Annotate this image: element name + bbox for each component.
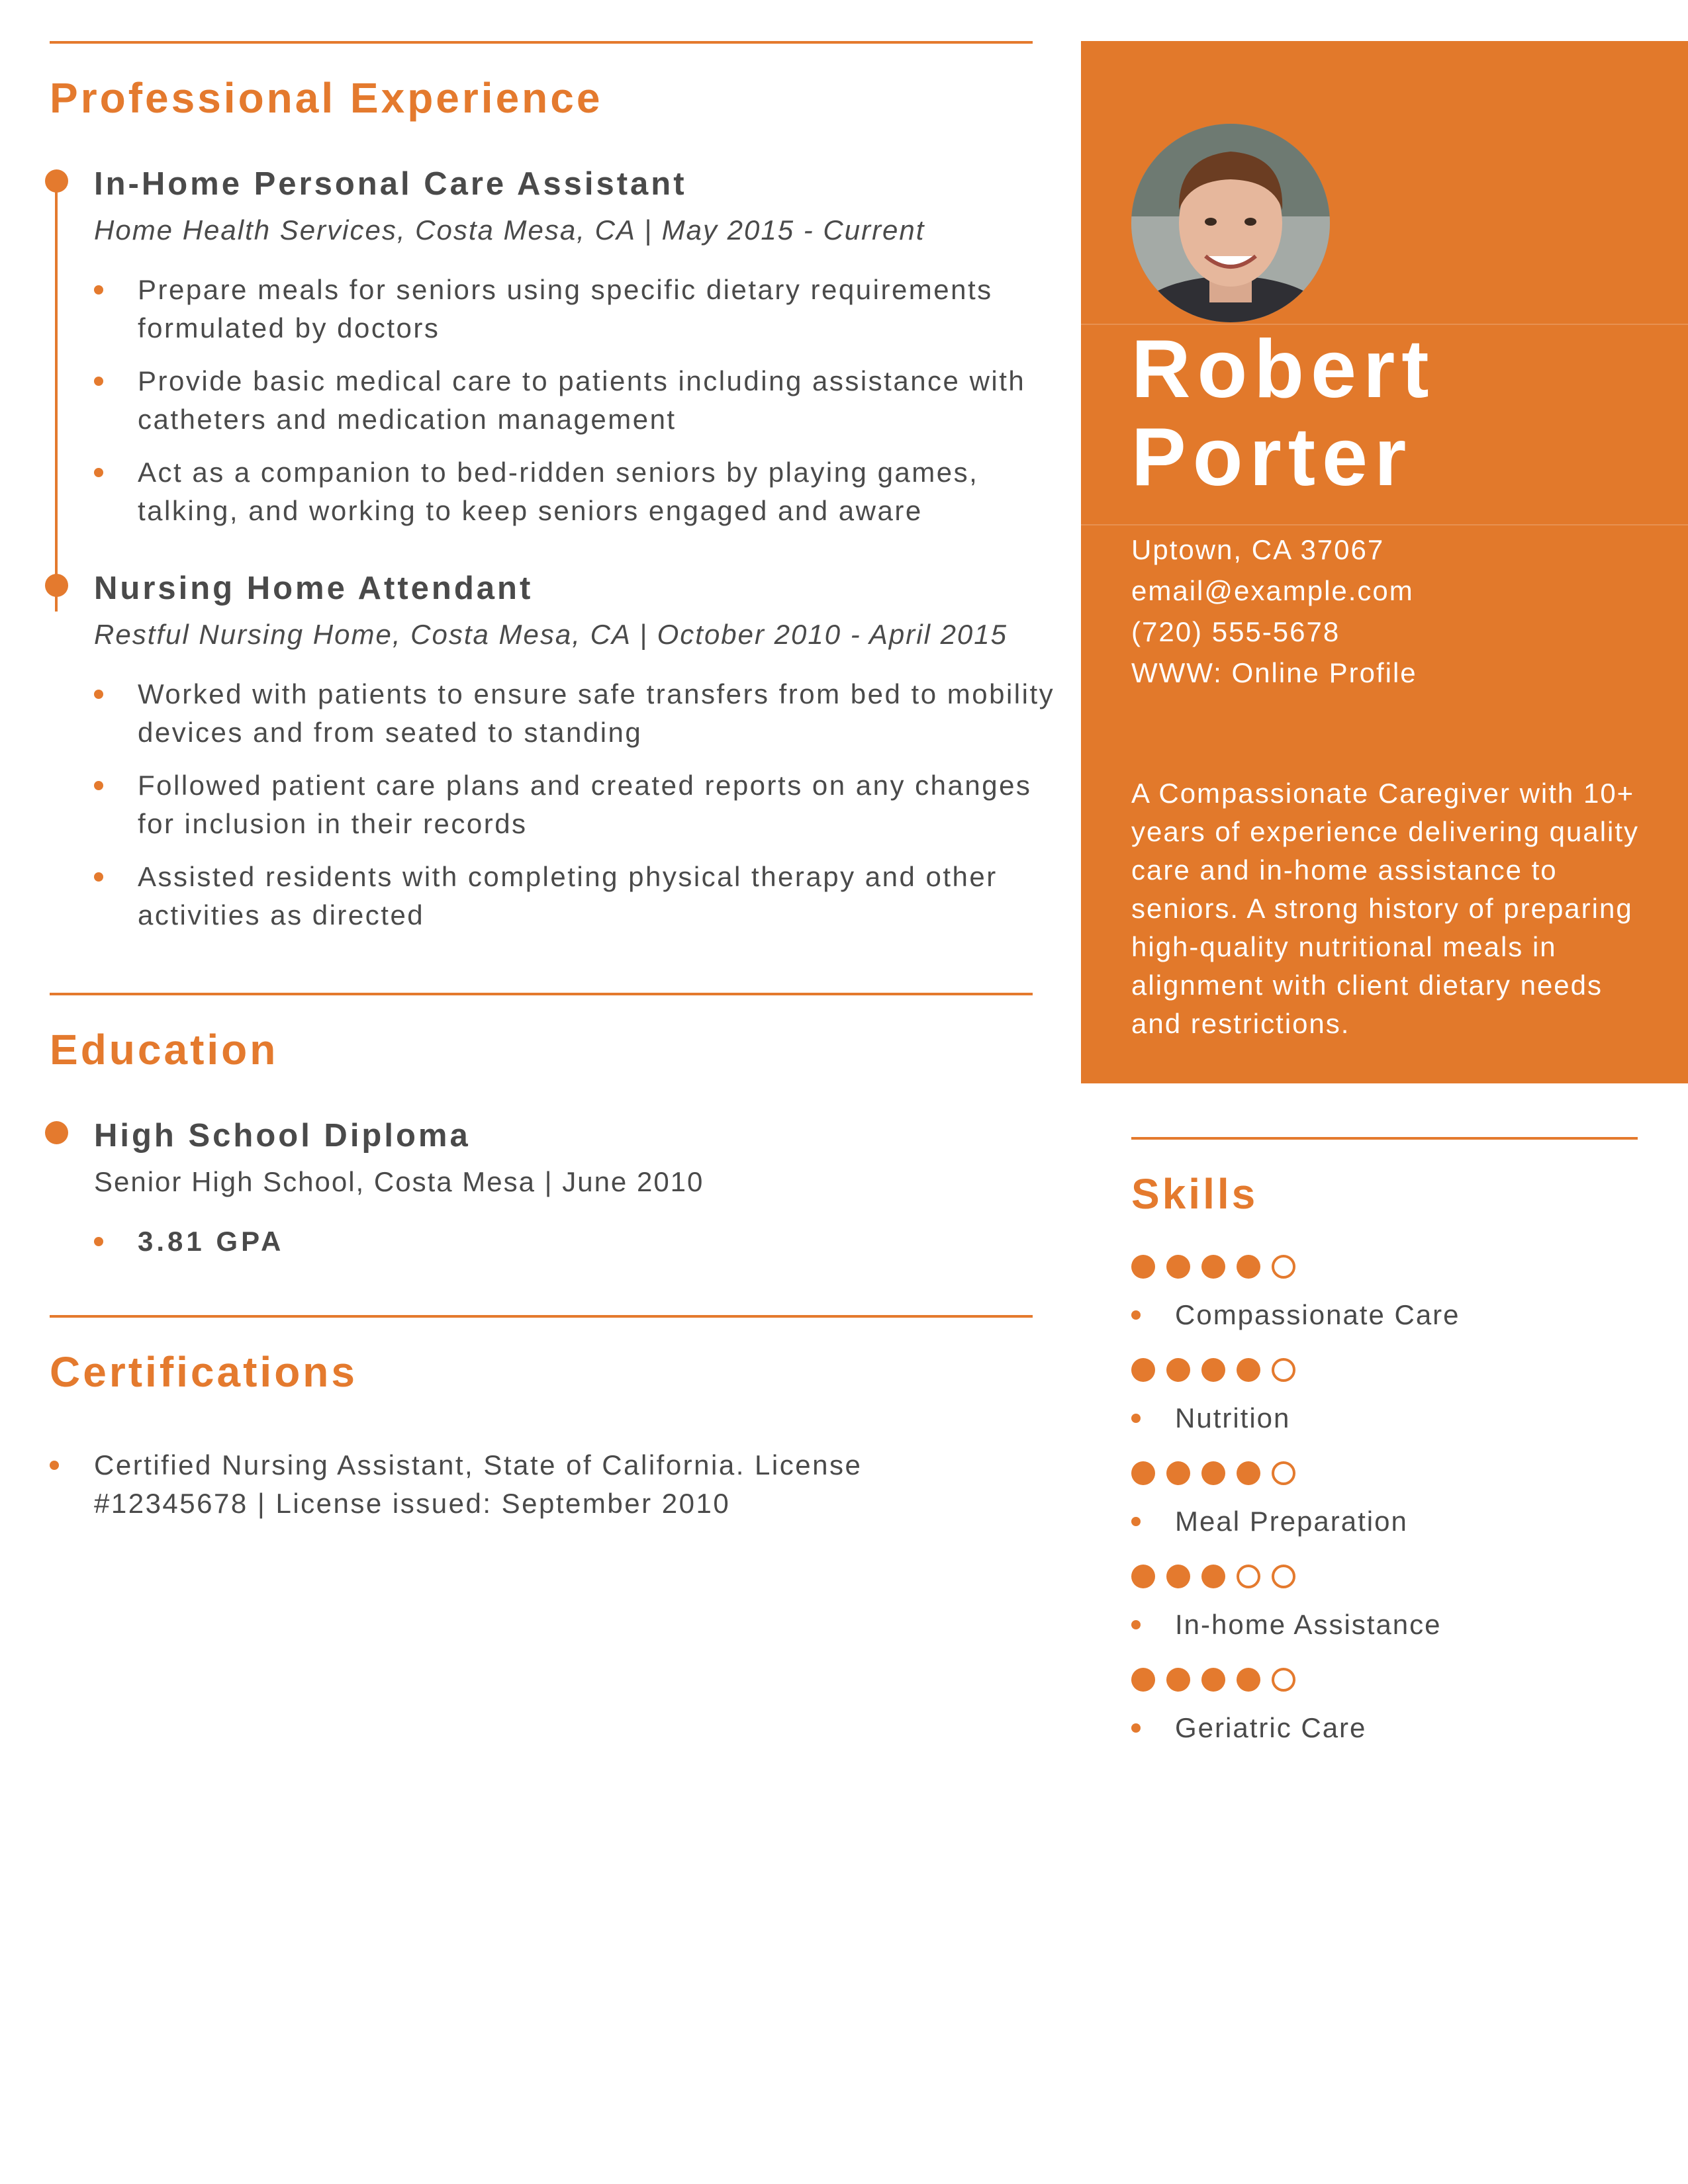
contact-info bbox=[1131, 529, 1417, 694]
rating-dot-filled bbox=[1166, 1668, 1190, 1692]
education-rule bbox=[50, 993, 1033, 995]
education-entry bbox=[50, 1120, 1033, 1261]
skill-rating bbox=[1131, 1461, 1638, 1485]
job-entry bbox=[50, 570, 1055, 934]
certifications-heading: Certifications bbox=[50, 1348, 357, 1396]
skill-name: Meal Preparation bbox=[1131, 1508, 1638, 1535]
rating-dot-filled bbox=[1166, 1461, 1190, 1485]
email-link[interactable]: email@example.com bbox=[1131, 575, 1414, 606]
job-employer-line: Restful Nursing Home, Costa Mesa, CA | October 2010 - April 2015 bbox=[94, 619, 1008, 650]
education-bullets bbox=[94, 1222, 1033, 1261]
job-entry bbox=[50, 168, 1033, 530]
rating-dot-filled bbox=[1131, 1461, 1155, 1485]
timeline-dot bbox=[45, 1121, 68, 1144]
rating-dot-filled bbox=[1237, 1668, 1260, 1692]
rating-dot-filled bbox=[1201, 1565, 1225, 1588]
rating-dot-filled bbox=[1166, 1565, 1190, 1588]
certifications-list bbox=[50, 1446, 1033, 1523]
list-item: Certified Nursing Assistant, State of California. License #12345678 | License issued: September 2010 bbox=[50, 1446, 1023, 1523]
rating-dot-empty bbox=[1272, 1668, 1295, 1692]
skills-rule bbox=[1131, 1137, 1638, 1140]
school-line: Senior High School, Costa Mesa | June 2010 bbox=[94, 1166, 704, 1197]
skill-name: Geriatric Care bbox=[1131, 1714, 1638, 1742]
skill-entry bbox=[1131, 1565, 1638, 1639]
rating-dot-empty bbox=[1237, 1565, 1260, 1588]
experience-rule bbox=[50, 41, 1033, 44]
job-title: In-Home Personal Care Assistant bbox=[94, 166, 687, 202]
skill-rating bbox=[1131, 1358, 1638, 1382]
rating-dot-filled bbox=[1237, 1255, 1260, 1279]
job-bullets bbox=[94, 675, 1055, 934]
rating-dot-filled bbox=[1201, 1255, 1225, 1279]
profile-panel bbox=[1081, 41, 1688, 1083]
skill-rating bbox=[1131, 1255, 1638, 1279]
rating-dot-filled bbox=[1166, 1255, 1190, 1279]
job-title: Nursing Home Attendant bbox=[94, 570, 534, 606]
rating-dot-filled bbox=[1201, 1358, 1225, 1382]
website-link[interactable]: WWW: Online Profile bbox=[1131, 657, 1417, 688]
rating-dot-filled bbox=[1201, 1461, 1225, 1485]
timeline-line bbox=[55, 181, 58, 612]
skill-rating bbox=[1131, 1565, 1638, 1588]
skill-name: In-home Assistance bbox=[1131, 1611, 1638, 1639]
rating-dot-filled bbox=[1131, 1668, 1155, 1692]
first-name: Robert bbox=[1131, 324, 1436, 415]
certifications-rule bbox=[50, 1315, 1033, 1318]
address: Uptown, CA 37067 bbox=[1131, 534, 1385, 565]
list-item: Followed patient care plans and created reports on any changes for inclusion in their records bbox=[94, 766, 1067, 843]
job-employer-line: Home Health Services, Costa Mesa, CA | May 2015 - Current bbox=[94, 214, 925, 246]
list-item: Worked with patients to ensure safe transfers from bed to mobility devices and from seated to standing bbox=[94, 675, 1067, 752]
gpa-item: 3.81 GPA bbox=[94, 1222, 1067, 1261]
main-column bbox=[50, 41, 1055, 1537]
experience-heading: Professional Experience bbox=[50, 74, 603, 122]
rating-dot-filled bbox=[1166, 1358, 1190, 1382]
rating-dot-empty bbox=[1272, 1255, 1295, 1279]
profile-photo bbox=[1131, 124, 1330, 322]
skill-name: Nutrition bbox=[1131, 1404, 1638, 1432]
skill-name: Compassionate Care bbox=[1131, 1301, 1638, 1329]
skill-entry bbox=[1131, 1255, 1638, 1329]
education-heading: Education bbox=[50, 1026, 279, 1073]
profile-summary: A Compassionate Caregiver with 10+ years of experience delivering quality care and in-home assistance to seniors. A strong history of preparing high-quality nutritional meals in alignment with client dietary needs and restrictions. bbox=[1131, 778, 1640, 1039]
person-photo-icon bbox=[1131, 124, 1330, 322]
list-item: Provide basic medical care to patients including assistance with catheters and medication management bbox=[94, 362, 1067, 439]
skill-entry bbox=[1131, 1358, 1638, 1432]
rating-dot-filled bbox=[1237, 1461, 1260, 1485]
list-item: Assisted residents with completing physical therapy and other activities as directed bbox=[94, 858, 1067, 934]
skills-list bbox=[1131, 1255, 1638, 1742]
job-bullets bbox=[94, 271, 1033, 530]
last-name: Porter bbox=[1131, 412, 1413, 503]
skill-entry bbox=[1131, 1668, 1638, 1742]
person-name bbox=[1131, 326, 1436, 502]
rating-dot-filled bbox=[1131, 1255, 1155, 1279]
rating-dot-empty bbox=[1272, 1461, 1295, 1485]
timeline-dot bbox=[45, 574, 68, 597]
skill-rating bbox=[1131, 1668, 1638, 1692]
skill-entry bbox=[1131, 1461, 1638, 1535]
rating-dot-empty bbox=[1272, 1565, 1295, 1588]
rating-dot-filled bbox=[1237, 1358, 1260, 1382]
skills-section bbox=[1131, 1137, 1638, 1771]
degree-title: High School Diploma bbox=[94, 1118, 471, 1154]
list-item: Act as a companion to bed-ridden seniors by playing games, talking, and working to keep seniors engaged and aware bbox=[94, 453, 1067, 530]
rating-dot-filled bbox=[1131, 1565, 1155, 1588]
phone: (720) 555-5678 bbox=[1131, 616, 1340, 647]
rating-dot-filled bbox=[1201, 1668, 1225, 1692]
rating-dot-empty bbox=[1272, 1358, 1295, 1382]
panel-divider bbox=[1081, 524, 1688, 525]
skills-heading: Skills bbox=[1131, 1170, 1258, 1218]
rating-dot-filled bbox=[1131, 1358, 1155, 1382]
list-item: Prepare meals for seniors using specific dietary requirements formulated by doctors bbox=[94, 271, 1067, 347]
